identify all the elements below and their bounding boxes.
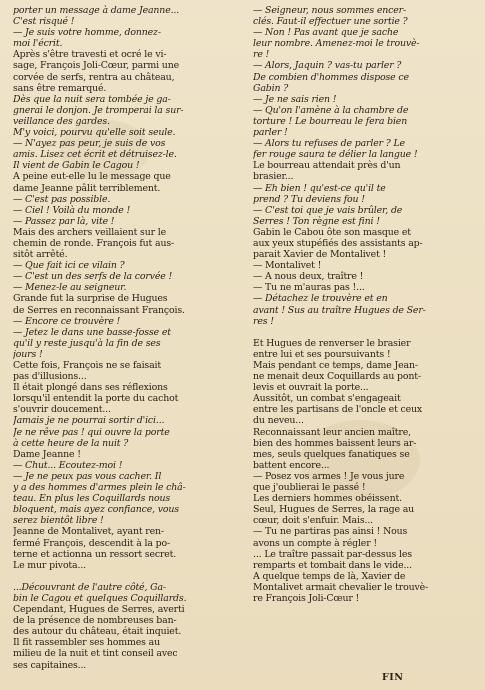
text-line: fermé François, descendit à la po- — [13, 537, 170, 549]
text-line: Serres ! Ton règne est fini ! — [253, 215, 380, 227]
text-line: — Je ne peux pas vous cacher. Il — [13, 470, 162, 482]
text-line: — Je ne sais rien ! — [253, 93, 337, 105]
text-line: A peine eut-elle lu le message que — [13, 171, 171, 183]
text-line: ne menait deux Coquillards au pont- — [253, 371, 421, 383]
text-line: De combien d'hommes dispose ce — [253, 71, 409, 83]
text-line: parait Xavier de Montalivet ! — [253, 249, 387, 261]
text-line: — Seigneur, nous sommes encer- — [253, 5, 406, 16]
text-line: Dame Jeanne ! — [13, 448, 81, 460]
text-line: — Alors, Jaquin ? vas-tu parler ? — [253, 60, 402, 72]
text-line: Aussitôt, un combat s'engageait — [253, 393, 401, 405]
text-line: dame Jeanne pâlit terriblement. — [13, 182, 161, 194]
text-line: de Serres en reconnaissant François. — [13, 304, 185, 316]
text-line: clés. Faut-il effectuer une sortie ? — [253, 16, 408, 28]
text-line: Gabin le Cabou ôte son masque et — [253, 226, 411, 238]
text-line: C'est risqué ! — [13, 16, 75, 28]
left-text-column — [13, 5, 241, 671]
text-line: — N'ayez pas peur, je suis de vos — [13, 138, 166, 150]
text-line: terne et actionna un ressort secret. — [13, 548, 177, 560]
text-line: sans être remarqué. — [13, 82, 107, 94]
text-line: — Que fait ici ce vilain ? — [13, 260, 125, 272]
text-line: jours ! — [13, 348, 43, 360]
text-line: leur nombre. Amenez-moi le trouvè- — [253, 38, 420, 50]
text-line: Il fit rassembler ses hommes au — [13, 637, 160, 649]
text-line: veillance des gardes. — [13, 115, 110, 127]
text-line: — Eh bien ! qu'est-ce qu'il te — [253, 182, 386, 194]
text-line: corvée de serfs, rentra au château, — [13, 71, 175, 83]
text-line: re ! — [253, 49, 270, 61]
text-line: amis. Lisez cet écrit et détruisez-le. — [13, 149, 177, 161]
end-marker: FIN — [382, 672, 404, 683]
text-line: ses capitaines... — [13, 659, 87, 671]
text-line: M'y voici, pourvu qu'elle soit seule. — [13, 127, 176, 139]
text-line: — Tu ne partiras pas ainsi ! Nous — [253, 526, 408, 538]
text-line: Il vient de Gabin le Cagou ! — [13, 160, 140, 172]
text-line: bloquent, mais ayez confiance, vous — [13, 504, 179, 516]
text-line: — Encore ce trouvère ! — [13, 315, 121, 327]
text-line: — Montalivet ! — [253, 260, 322, 272]
text-line: du neveu... — [253, 415, 304, 427]
right-text-column — [253, 5, 477, 604]
text-line: prend ? Tu deviens fou ! — [253, 193, 365, 205]
text-line: — Passez par là, vite ! — [13, 215, 115, 227]
text-line: aux yeux stupéfiés des assistants ap- — [253, 237, 423, 249]
text-line: — Non ! Pas avant que je sache — [253, 27, 399, 39]
text-line: s'ouvrir doucement... — [13, 404, 111, 416]
text-line: Mais pendant ce temps, dame Jean- — [253, 360, 418, 371]
text-line: des autour du château, était inquiet. — [13, 626, 182, 638]
text-line: re François Joli-Cœur ! — [253, 592, 360, 604]
text-line: torture ! Le bourreau le fera bien — [253, 115, 408, 127]
text-line: Le mur pivota... — [13, 559, 86, 571]
text-line: Gabin ? — [253, 82, 289, 94]
text-line: Mais des archers veillaient sur le — [13, 226, 167, 238]
text-line: bin le Cagou et quelques Coquillards. — [13, 592, 187, 604]
text-line: battent encore... — [253, 459, 330, 471]
text-line: mes, seuls quelques fanatiques se — [253, 448, 410, 460]
text-line: y a des hommes d'armes plein le châ- — [13, 482, 186, 494]
text-line: lorsqu'il entendit la porte du cachot — [13, 393, 179, 405]
text-line: qu'il y reste jusqu'à la fin de ses — [13, 337, 161, 349]
text-line: Dès que la nuit sera tombée je ga- — [13, 93, 171, 105]
text-line: A quelque temps de là, Xavier de — [253, 570, 406, 582]
text-line: Il était plongé dans ses réflexions — [13, 382, 168, 394]
text-line: Et Hugues de renverser le brasier — [253, 337, 411, 349]
text-line: avons un compte à régler ! — [253, 537, 377, 549]
text-line: brasier... — [253, 171, 294, 183]
text-line: — Je suis votre homme, donnez- — [13, 27, 161, 39]
text-line: — A nous deux, traître ! — [253, 271, 364, 283]
text-line: à cette heure de la nuit ? — [13, 437, 129, 449]
text-line: Jeanne de Montalivet, ayant ren- — [13, 526, 164, 538]
text-line: — C'est toi que je vais brûler, de — [253, 204, 403, 216]
text-line: — C'est un des serfs de la corvée ! — [13, 271, 173, 283]
text-line: de la présence de nombreuses ban- — [13, 615, 177, 627]
text-line: remparts et tombait dans le vide... — [253, 559, 412, 571]
text-line: — C'est pas possible. — [13, 193, 111, 205]
text-line: res ! — [253, 315, 274, 327]
text-line: serez bientôt libre ! — [13, 515, 104, 527]
text-line: que j'oublierai le passé ! — [253, 482, 366, 494]
text-line: Après s'être travesti et ocré le vi- — [13, 49, 167, 61]
text-line: avant ! Sus au traître Hugues de Ser- — [253, 304, 426, 316]
text-line: entre lui et ses poursuivants ! — [253, 348, 391, 360]
text-line: — Qu'on l'amène à la chambre de — [253, 104, 409, 116]
text-line: Montalivet armait chevalier le trouvè- — [253, 581, 429, 593]
text-line: pas d'illusions... — [13, 371, 87, 383]
text-line: ... Le traître passait par-dessus les — [253, 548, 412, 560]
text-line: ...Découvrant de l'autre côté, Ga- — [13, 581, 166, 593]
text-line: gnerai le donjon. Je tromperai la sur- — [13, 104, 184, 116]
text-line: chemin de ronde. François fut aus- — [13, 237, 175, 249]
text-line: Cependant, Hugues de Serres, averti — [13, 604, 185, 616]
text-line: — Jetez le dans une basse-fosse et — [13, 326, 171, 338]
text-line: Seul, Hugues de Serres, la rage au — [253, 504, 415, 516]
text-line: milieu de la nuit et tint conseil avec — [13, 648, 178, 660]
text-line: — Détachez le trouvère et en — [253, 293, 388, 305]
text-line: cœur, doit s'enfuir. Mais... — [253, 515, 373, 527]
text-line: entre les partisans de l'oncle et ceux — [253, 404, 423, 416]
text-line: moi l'écrit. — [13, 38, 63, 50]
text-line: Grande fut la surprise de Hugues — [13, 293, 168, 305]
text-line: Les derniers hommes obéissent. — [253, 493, 402, 505]
text-line: — Alors tu refuses de parler ? Le — [253, 138, 405, 150]
text-line: bien des hommes baissent leurs ar- — [253, 437, 417, 449]
text-line: teau. En plus les Coquillards nous — [13, 493, 171, 505]
text-line: Jamais je ne pourrai sortir d'ici... — [13, 415, 165, 427]
text-line: — Chut... Ecoutez-moi ! — [13, 459, 123, 471]
text-line: Reconnaissant leur ancien maître, — [253, 426, 411, 438]
text-line — [13, 571, 241, 582]
text-line: Cette fois, François ne se faisait — [13, 360, 161, 371]
text-line: — Tu ne m'auras pas !... — [253, 282, 365, 294]
text-line: fer rouge saura te délier la langue ! — [253, 149, 418, 161]
text-line: Le bourreau attendait près d'un — [253, 160, 401, 172]
text-line: levis et ouvrait la porte... — [253, 382, 369, 394]
text-line: sitôt arrêté. — [13, 249, 68, 261]
text-line: — Menez-le au seigneur. — [13, 282, 127, 294]
text-line: porter un message à dame Jeanne... — [13, 5, 180, 16]
text-line: — Ciel ! Voilà du monde ! — [13, 204, 131, 216]
text-line: — Posez vos armes ! Je vous jure — [253, 470, 405, 482]
text-line: sage, François Joli-Cœur, parmi une — [13, 60, 179, 72]
text-line: parler ! — [253, 127, 288, 139]
text-line: Je ne rêve pas ! qui ouvre la porte — [13, 426, 170, 438]
text-line — [253, 327, 477, 338]
